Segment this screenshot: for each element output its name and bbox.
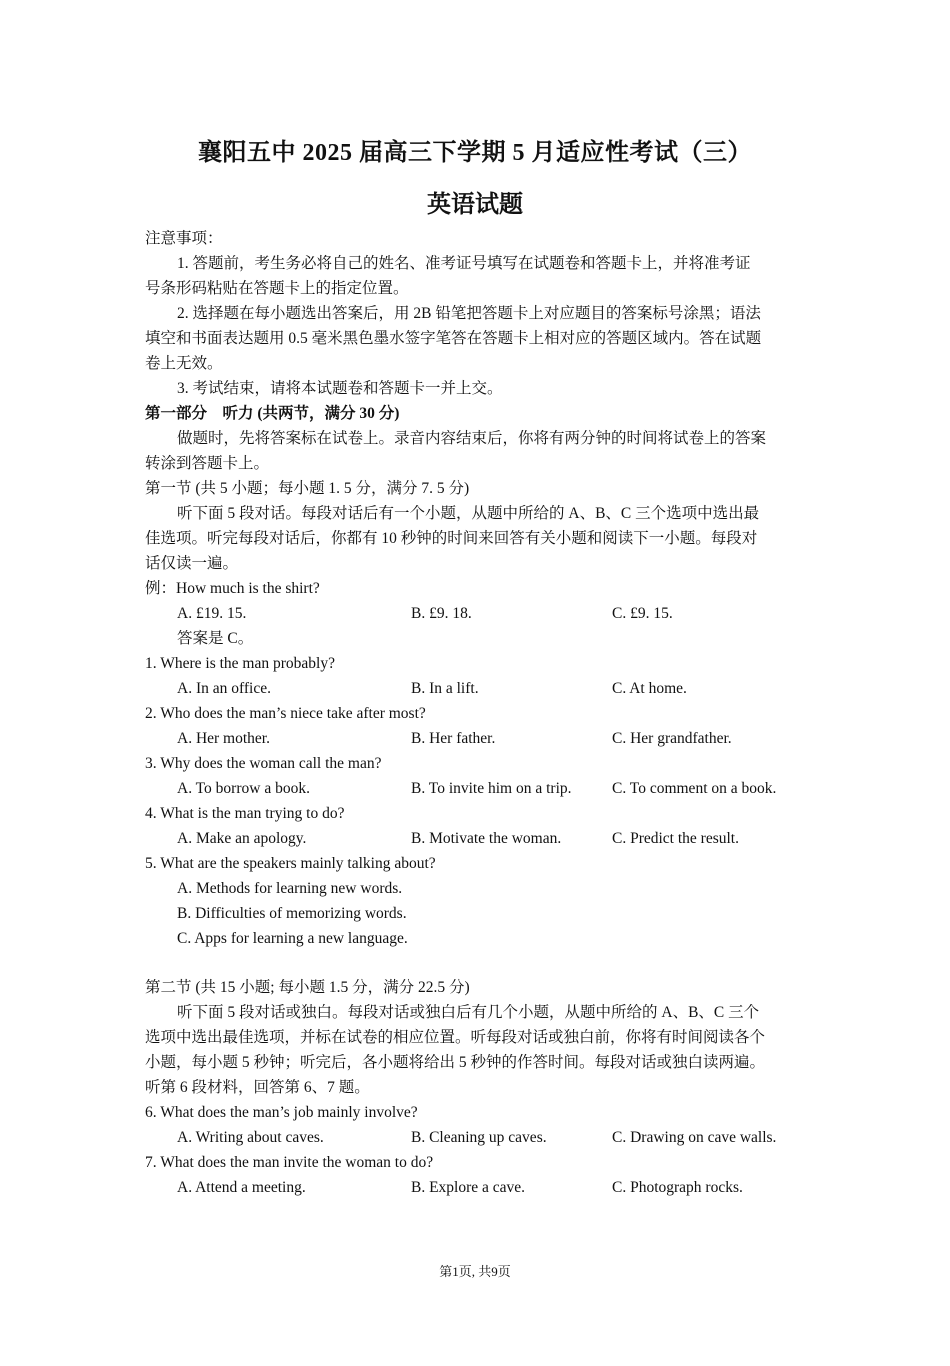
option-a: A. In an office.: [177, 680, 271, 697]
option-c: C. Predict the result.: [612, 830, 739, 847]
option-c: C. Her grandfather.: [612, 730, 732, 747]
notice-heading: 注意事项：: [145, 230, 223, 247]
question: 3. Why does the woman call the man?: [145, 755, 382, 772]
question: 6. What does the man’s job mainly involve?: [145, 1104, 418, 1121]
option-b: B. Motivate the woman.: [411, 830, 562, 847]
section2-intro-line: 选项中选出最佳选项，并标在试卷的相应位置。听每段对话或独白前，你将有时间阅读各个: [145, 1029, 766, 1046]
option-a: A. Make an apology.: [177, 830, 307, 847]
page-footer: 第1页, 共9页: [439, 1264, 511, 1279]
option-a: A. Her mother.: [177, 730, 270, 747]
option-a: A. Methods for learning new words.: [177, 880, 403, 897]
option-c: C. At home.: [612, 680, 687, 697]
section1-heading: 第一节 (共 5 小题；每小题 1. 5 分，满分 7. 5 分): [145, 480, 470, 497]
question-options: [145, 726, 807, 751]
spacer: [145, 951, 807, 975]
option-b: B. Her father.: [411, 730, 496, 747]
question-options: [145, 676, 807, 701]
example-question: 例：How much is the shirt?: [145, 580, 320, 597]
section2-intro-line: 听下面 5 段对话或独白。每段对话或独白后有几个小题，从题中所给的 A、B、C 三个: [177, 1004, 760, 1021]
notice-line: 3. 考试结束，请将本试题卷和答题卡一并上交。: [177, 380, 503, 397]
option-c: C. Drawing on cave walls.: [612, 1129, 777, 1146]
example-answer: 答案是 C。: [177, 630, 254, 647]
question-options: [145, 826, 807, 851]
option-a: A. Attend a meeting.: [177, 1179, 306, 1196]
question: 2. Who does the man’s niece take after most?: [145, 705, 426, 722]
option-a: A. To borrow a book.: [177, 780, 310, 797]
option-a: A. £19. 15.: [177, 605, 247, 622]
section1-intro-line: 佳选项。听完每段对话后，你都有 10 秒钟的时间来回答有关小题和阅读下一小题。每段对: [145, 530, 758, 547]
question: 1. Where is the man probably?: [145, 655, 335, 672]
notice-line: 1. 答题前，考生务必将自己的姓名、准考证号填写在试题卷和答题卡上，并将准考证: [177, 255, 751, 272]
notice-line: 号条形码粘贴在答题卡上的指定位置。: [145, 280, 409, 297]
exam-subtitle: 英语试题: [427, 192, 523, 218]
option-c: C. £9. 15.: [612, 605, 673, 622]
option-b: B. Cleaning up caves.: [411, 1129, 547, 1146]
question: 7. What does the man invite the woman to do?: [145, 1154, 434, 1171]
section1-intro-line: 听下面 5 段对话。每段对话后有一个小题，从题中所给的 A、B、C 三个选项中选出最: [177, 505, 760, 522]
question: 5. What are the speakers mainly talking about?: [145, 855, 436, 872]
section2-intro-line: 小题，每小题 5 秒钟；听完后，各小题将给出 5 秒钟的作答时间。每段对话或独白读两遍。: [145, 1054, 766, 1071]
notice-line: 2. 选择题在每小题选出答案后，用 2B 铅笔把答题卡上对应题目的答案标号涂黑；语法: [177, 305, 761, 322]
part1-intro-line: 做题时，先将答案标在试卷上。录音内容结束后，你将有两分钟的时间将试卷上的答案: [177, 430, 767, 447]
option-b: B. £9. 18.: [411, 605, 472, 622]
question-options: [145, 1175, 807, 1200]
exam-title: 襄阳五中 2025 届高三下学期 5 月适应性考试（三）: [198, 140, 752, 166]
question: 4. What is the man trying to do?: [145, 805, 345, 822]
section1-intro-line: 话仅读一遍。: [145, 555, 239, 572]
section2-material: 听第 6 段材料，回答第 6、7 题。: [145, 1079, 370, 1096]
option-b: B. Explore a cave.: [411, 1179, 526, 1196]
notice-line: 卷上无效。: [145, 355, 223, 372]
option-a: A. Writing about caves.: [177, 1129, 324, 1146]
option-c: C. To comment on a book.: [612, 780, 777, 797]
example-options: [145, 601, 807, 626]
option-b: B. Difficulties of memorizing words.: [177, 905, 407, 922]
option-c: C. Photograph rocks.: [612, 1179, 743, 1196]
option-b: B. To invite him on a trip.: [411, 780, 572, 797]
part1-intro-line: 转涂到答题卡上。: [145, 455, 270, 472]
question-options: [145, 1125, 807, 1150]
option-c: C. Apps for learning a new language.: [177, 930, 408, 947]
question-options: [145, 776, 807, 801]
option-b: B. In a lift.: [411, 680, 479, 697]
part1-heading: 第一部分 听力 (共两节，满分 30 分): [145, 405, 400, 422]
notice-line: 填空和书面表达题用 0.5 毫米黑色墨水签字笔答在答题卡上相对应的答题区域内。答在试题: [145, 330, 762, 347]
exam-body: [145, 226, 807, 1200]
section2-heading: 第二节 (共 15 小题; 每小题 1.5 分，满分 22.5 分): [145, 979, 470, 996]
